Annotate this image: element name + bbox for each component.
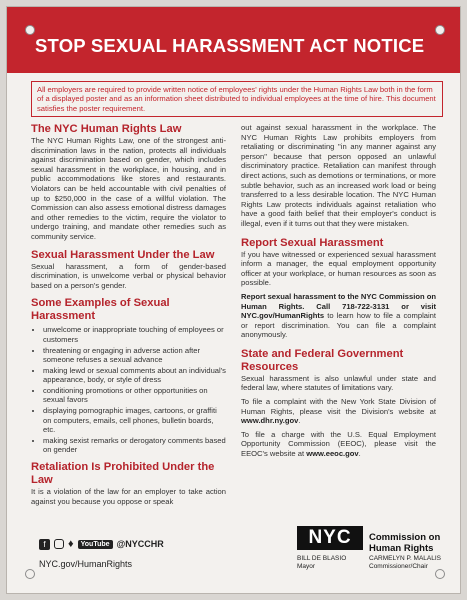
list-item: • threatening or engaging in adverse action after someone refuses a sexual advance [43, 346, 226, 365]
mayor-signature [297, 555, 346, 571]
section-heading: Retaliation Is Prohibited Under the Law [31, 461, 215, 487]
state-resource [241, 397, 436, 426]
list-item: • displaying pornographic images, cartoons, or graffiti on computers, emails, cell phones, bulletin boards, etc. [43, 406, 226, 435]
facebook-icon[interactable]: f [39, 539, 50, 550]
youtube-icon[interactable]: YouTube [78, 540, 113, 549]
right-column [241, 123, 436, 459]
eeoc-link[interactable]: www.eeoc.gov [306, 449, 359, 459]
commission-label-line: Commission on [369, 532, 441, 543]
section-heading: Some Examples of Sexual Harassment [31, 297, 170, 323]
commission-label [369, 532, 440, 554]
social-handle: @NYCCHR [116, 539, 164, 549]
notice-sign [6, 6, 461, 594]
list-item: • unwelcome or inappropriate touching of employees or customers [43, 325, 226, 344]
signature-title: Commissioner/Chair [369, 563, 428, 570]
section-body: Sexual harassment, a form of gender-based discrimination, is unwelcome verbal or physical behavior based on a person's gender. [31, 261, 226, 290]
instagram-icon[interactable] [54, 539, 64, 549]
nyc-logo: NYC [297, 526, 363, 550]
footer-url[interactable]: NYC.gov/HumanRights [39, 559, 133, 569]
list-item: • making sexist remarks or derogatory comments based on gender [43, 436, 226, 455]
signature-title: Mayor [297, 563, 316, 570]
mounting-hole [25, 25, 35, 35]
section-heading: Sexual Harassment Under the Law [31, 248, 215, 261]
section-body: The NYC Human Rights Law, one of the strongest anti-discrimination laws in the nation, protects all individuals against discrimination based on gender, which includes sexual harassment in the workplace, in housing, and in public accommodations like stores and restaurants. Violators can be held accountable with civil penalties of up to $250,000 in the case of a willful violation. The Commission can also assess emotional distress damages and other remedies to the victim, require the violator to undergo training, and mandate other remedies such as community service. [31, 136, 226, 241]
section-body: out against sexual harassment in the workplace. The NYC Human Rights Law prohibits employers from retaliating or discriminating "in any manner against any person" because that person opposed an unlawful discriminatory practice. Retaliation can manifest through direct actions, such as demotions or terminations, or more subtle behavior, such as an increased work load or being transferred to a less desirable location. The NYC Human Rights Law protects individuals against retaliation who have a good faith belief that their employer's conduct is illegal, even if it turns out that they were mistaken. [241, 123, 436, 228]
signature-name: BILL DE BLASIO [297, 555, 347, 562]
left-column [31, 123, 226, 506]
section-heading: State and Federal Government Resources [241, 347, 404, 373]
commission-label-line: Human Rights [369, 543, 434, 554]
report-contact: Report sexual harassment to the NYC Commission on Human Rights. Call 718-722-3131 or visit NYC.gov/HumanRights [241, 291, 436, 321]
commissioner-signature [369, 555, 441, 571]
list-item: • making lewd or sexual comments about an individual's appearance, body, or style of dress [43, 366, 226, 385]
federal-resource [241, 430, 436, 459]
title-banner [7, 7, 460, 73]
section-body: If you have witnessed or experienced sexual harassment inform a manager, the equal employment opportunity officer at your workplace, or human resources as soon as possible. [241, 249, 436, 288]
state-resource-end: . [298, 416, 301, 426]
report-instructions [241, 292, 436, 340]
examples-list [31, 325, 226, 455]
mounting-hole [435, 25, 445, 35]
signature-name: CARMELYN P. MALALIS [369, 555, 442, 562]
mounting-hole [435, 569, 445, 579]
report-instructions-tail: to learn how to file a complaint or report discrimination. You can file a complaint anonymously. [241, 311, 436, 340]
federal-resource-text: To file a charge with the U.S. Equal Employment Opportunity Commission (EEOC), please visit the EEOC's website at [241, 429, 436, 459]
twitter-icon[interactable]: ♦ [68, 538, 74, 550]
list-item: • conditioning promotions or other opportunities on sexual favors [43, 386, 226, 405]
section-heading: Report Sexual Harassment [241, 236, 384, 249]
section-heading: The NYC Human Rights Law [31, 123, 182, 135]
page-title: STOP SEXUAL HARASSMENT ACT NOTICE [35, 35, 425, 56]
section-body: Sexual harassment is also unlawful under state and federal law, where statutes of limitations vary. [241, 373, 436, 393]
state-resource-text: To file a complaint with the New York State Division of Human Rights, please visit the Division's website at [241, 397, 436, 416]
mounting-hole [25, 569, 35, 579]
poster-requirement-notice: All employers are required to provide written notice of employees' rights under the Human Rights Law both in the form of a displayed poster and as an information sheet distributed to individual employees at the time of hire. This document satisfies the poster requirement. [31, 81, 443, 117]
federal-resource-end: . [358, 449, 361, 459]
section-body: It is a violation of the law for an employer to take action against you because you oppose or speak [31, 487, 226, 506]
dhr-link[interactable]: www.dhr.ny.gov [241, 416, 299, 426]
social-links [39, 538, 164, 550]
